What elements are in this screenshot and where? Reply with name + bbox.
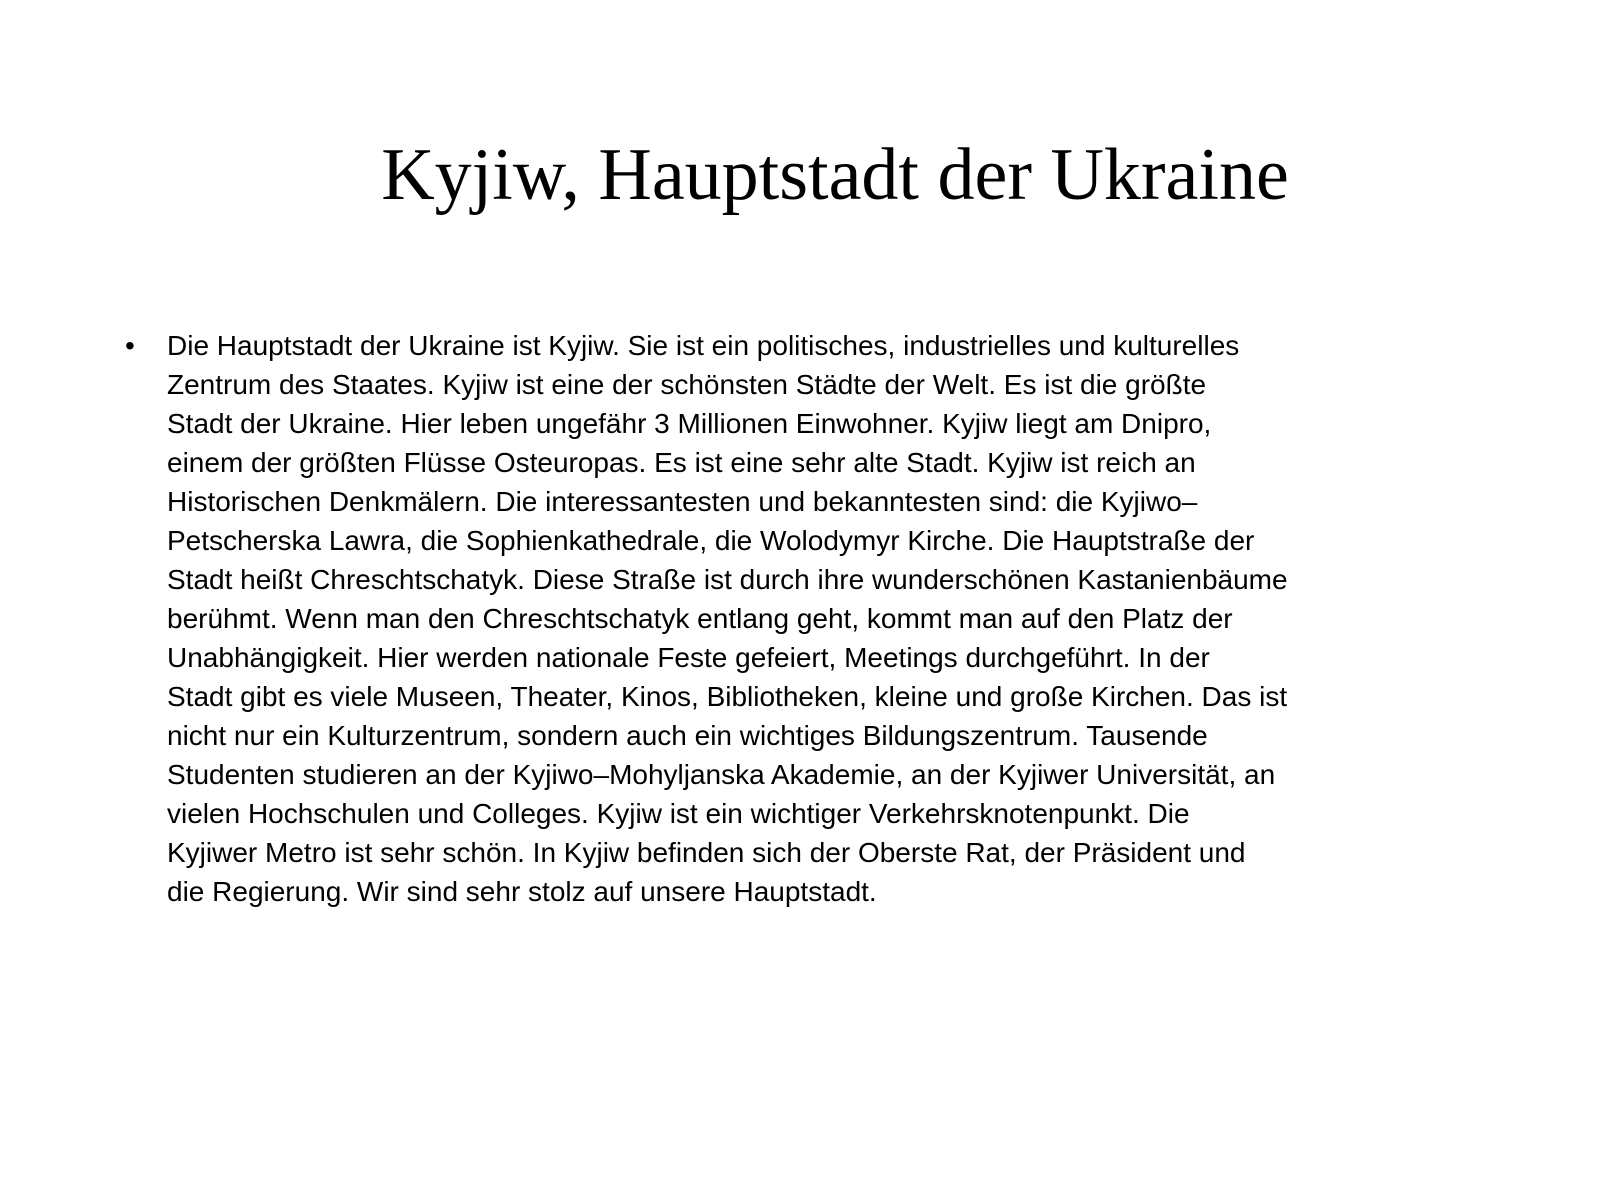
paragraph-line: einem der größten Flüsse Osteuropas. Es ist eine sehr alte Stadt. Kyjiw ist reich an [167, 447, 1196, 478]
paragraph-line: vielen Hochschulen und Colleges. Kyjiw ist ein wichtiger Verkehrsknotenpunkt. Die [167, 798, 1190, 829]
bullet-icon: • [125, 330, 135, 361]
paragraph-line: Historischen Denkmälern. Die interessantesten und bekanntesten sind: die Kyjiwo– [167, 486, 1198, 517]
paragraph-line: Die Hauptstadt der Ukraine ist Kyjiw. Sie ist ein politisches, industrielles und kulturelles [167, 330, 1240, 361]
paragraph-line: Zentrum des Staates. Kyjiw ist eine der schönsten Städte der Welt. Es ist die größte [167, 369, 1207, 400]
paragraph-line: nicht nur ein Kulturzentrum, sondern auch ein wichtiges Bildungszentrum. Tausende [167, 720, 1208, 751]
bullet-paragraph [167, 326, 1500, 911]
paragraph-line: Stadt der Ukraine. Hier leben ungefähr 3 Millionen Einwohner. Kyjiw liegt am Dnipro, [167, 408, 1212, 439]
paragraph-line: Stadt heißt Chreschtschatyk. Diese Straße ist durch ihre wunderschönen Kastanienbäume [167, 564, 1288, 595]
paragraph-line: die Regierung. Wir sind sehr stolz auf unsere Hauptstadt. [167, 876, 877, 907]
slide-body [125, 326, 1500, 911]
paragraph-line: Studenten studieren an der Kyjiwo–Mohyljanska Akademie, an der Kyjiwer Universität, an [167, 759, 1276, 790]
paragraph-line: berühmt. Wenn man den Chreschtschatyk entlang geht, kommt man auf den Platz der [167, 603, 1233, 634]
paragraph-line: Petscherska Lawra, die Sophienkathedrale, die Wolodymyr Kirche. Die Hauptstraße der [167, 525, 1255, 556]
bullet-item [125, 326, 1500, 911]
paragraph-line: Stadt gibt es viele Museen, Theater, Kinos, Bibliotheken, kleine und große Kirchen. Das ist [167, 681, 1288, 712]
slide-title: Kyjiw, Hauptstadt der Ukraine [381, 134, 1289, 216]
paragraph-line: Unabhängigkeit. Hier werden nationale Feste gefeiert, Meetings durchgeführt. In der [167, 642, 1210, 673]
paragraph-line: Kyjiwer Metro ist sehr schön. In Kyjiw befinden sich der Oberste Rat, der Präsident und [167, 837, 1246, 868]
